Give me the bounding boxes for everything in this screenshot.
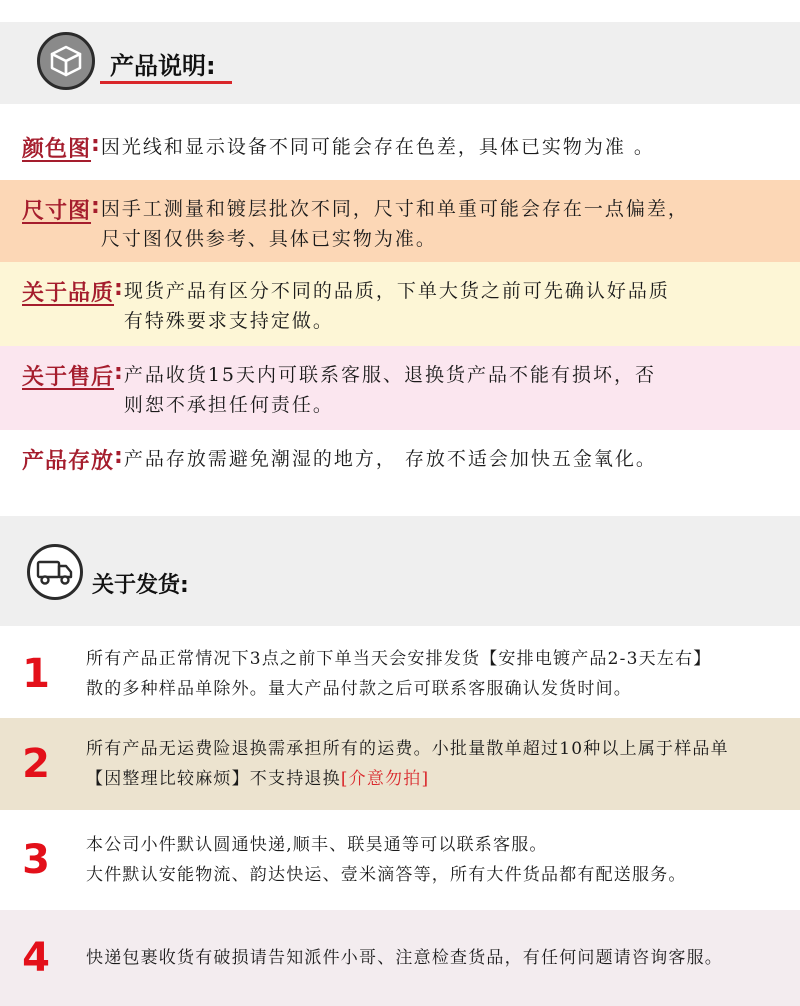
item-line (86, 764, 792, 794)
item-line: 快递包裹收货有破损请告知派件小哥、注意检查货品，有任何问题请咨询客服。 (86, 948, 723, 968)
item-text (72, 830, 800, 890)
item-line: 散的多种样品单除外。量大产品付款之后可联系客服确认发货时间。 (86, 679, 632, 699)
row-text (124, 360, 786, 420)
row-colon: : (114, 360, 124, 385)
row-line: 尺寸图仅供参考、具体已实物为准。 (100, 228, 437, 250)
delivery-truck-icon (27, 544, 83, 600)
item-number: 3 (22, 837, 50, 883)
title-underline (100, 81, 232, 84)
row-line: 因手工测量和镀层批次不同，尺寸和单重可能会存在一点偏差， (100, 198, 689, 220)
product-description-header (0, 22, 800, 104)
info-row-quality (0, 262, 800, 346)
info-row-size (0, 180, 800, 262)
item-text (72, 943, 800, 973)
item-text (72, 644, 800, 704)
row-text (101, 194, 786, 254)
item-number: 2 (22, 741, 50, 787)
section-title: 关于发货: (92, 573, 189, 598)
shipping-item-2 (0, 718, 800, 810)
row-label: 尺寸图 (22, 199, 92, 224)
row-colon: : (91, 194, 101, 219)
row-line: 产品存放需避免潮湿的地方， 存放不适会加快五金氧化。 (123, 448, 657, 470)
row-label: 关于品质 (22, 281, 115, 306)
box-icon (37, 32, 95, 90)
item-line: 所有产品无运费险退换需承担所有的运费。小批量散单超过10种以上属于样品单 (86, 739, 729, 759)
shipping-item-3 (0, 810, 800, 910)
row-colon: : (114, 276, 124, 301)
row-label: 颜色图 (22, 137, 92, 162)
item-number: 4 (22, 935, 50, 981)
row-line: 有特殊要求支持定做。 (123, 310, 334, 332)
shipping-item-1 (0, 632, 800, 716)
item-line-warning: [介意勿拍] (340, 769, 430, 789)
item-line: 本公司小件默认圆通快递,顺丰、联昊通等可以联系客服。 (86, 835, 548, 855)
row-label: 产品存放 (22, 449, 115, 474)
info-row-storage (0, 430, 800, 492)
row-colon: : (114, 444, 124, 469)
item-text (72, 734, 800, 794)
row-colon: : (91, 132, 101, 157)
row-text (124, 444, 786, 474)
item-line: 大件默认安能物流、韵达快运、壹米滴答等，所有大件货品都有配送服务。 (86, 865, 687, 885)
row-line: 因光线和显示设备不同可能会存在色差，具体已实物为准 。 (100, 136, 655, 158)
info-row-after-sales (0, 346, 800, 430)
item-line: 所有产品正常情况下3点之前下单当天会安排发货【安排电镀产品2-3天左右】 (86, 649, 712, 669)
row-line: 现货产品有区分不同的品质，下单大货之前可先确认好品质 (123, 280, 670, 302)
item-number: 1 (22, 651, 50, 697)
shipping-item-4 (0, 910, 800, 1006)
section-title: 产品说明: (110, 52, 216, 80)
info-row-color (0, 122, 800, 176)
shipping-header (0, 516, 800, 626)
row-label: 关于售后 (22, 365, 115, 390)
row-line: 产品收货15天内可联系客服、退换货产品不能有损坏，否 (123, 364, 657, 386)
row-text (101, 132, 786, 162)
item-line-text: 【因整理比较麻烦】不支持退换 (86, 769, 341, 789)
row-text (124, 276, 786, 336)
row-line: 则恕不承担任何责任。 (123, 394, 334, 416)
